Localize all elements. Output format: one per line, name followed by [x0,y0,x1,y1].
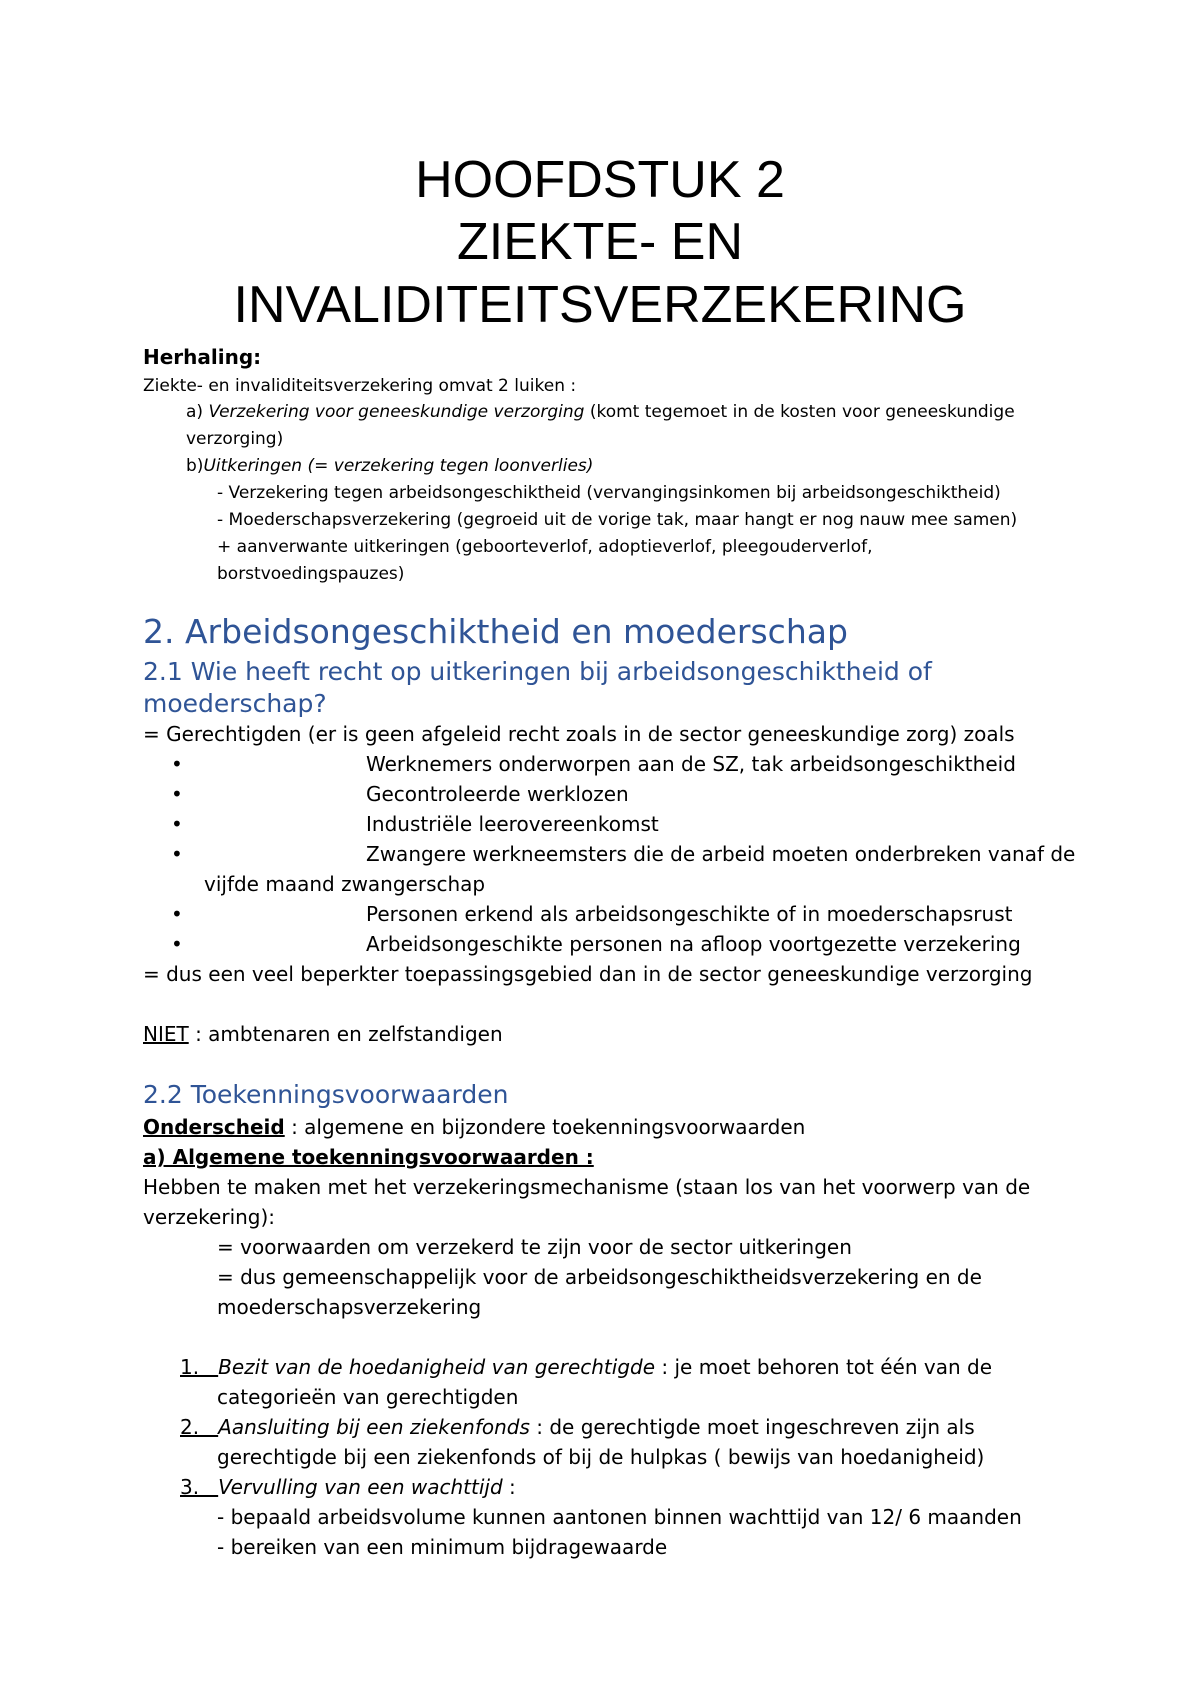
onderscheid-label: Onderscheid [143,1115,285,1139]
condition-2-title: Aansluiting bij een ziekenfonds [218,1415,530,1439]
herhaling-item-a-cont: verzorging) [186,429,284,449]
section-2-1-heading-line-1: 2.1 Wie heeft recht op uitkeringen bij arbeidsongeschiktheid of [143,657,932,686]
bullet-marker: • [171,842,183,866]
condition-3-title: Vervulling van een wachttijd [218,1475,503,1499]
bullet-item-2: Gecontroleerde werklozen [366,782,629,806]
section-2-heading: 2. Arbeidsongeschiktheid en moederschap [143,612,848,651]
herhaling-heading: Herhaling: [143,345,262,369]
herhaling-b-line-3: + aanverwante uitkeringen (geboorteverlof, adoptieverlof, pleegouderverlof, [217,537,873,557]
item-b-italic: Uitkeringen (= verzekering tegen loonverlies) [203,456,594,476]
condition-2-cont: gerechtigde bij een ziekenfonds of bij de hulpkas ( bewijs van hoedanigheid) [217,1445,985,1469]
bullet-item-1: Werknemers onderworpen aan de SZ, tak arbeidsongeschiktheid [366,752,1016,776]
section-2-1-heading-line-2: moederschap? [143,689,327,718]
bullet-item-6: Arbeidsongeschikte personen na afloop voortgezette verzekering [366,932,1021,956]
onderscheid-rest: : algemene en bijzondere toekenningsvoorwaarden [284,1115,806,1139]
niet-rest: : ambtenaren en zelfstandigen [188,1022,503,1046]
gerechtigden-intro: = Gerechtigden (er is geen afgeleid recht zoals in de sector geneeskundige zorg) zoals [143,722,1015,746]
section-2-2-heading: 2.2 Toekenningsvoorwaarden [143,1080,509,1109]
algemene-text-2: verzekering): [143,1205,276,1229]
conclusion-line: = dus een veel beperkter toepassingsgebied dan in de sector geneeskundige verzorging [143,962,1033,986]
condition-1-title: Bezit van de hoedanigheid van gerechtigde [218,1355,656,1379]
bullet-item-4: Zwangere werkneemsters die de arbeid moeten onderbreken vanaf de [366,842,1076,866]
bullet-marker: • [171,902,183,926]
herhaling-b-line-4: borstvoedingspauzes) [217,564,405,584]
bullet-marker: • [171,752,183,776]
item-a-italic: Verzekering voor geneeskundige verzorging [208,402,585,422]
condition-2-rest: : de gerechtigde moet ingeschreven zijn als [529,1415,975,1439]
herhaling-intro: Ziekte- en invaliditeitsverzekering omvat 2 luiken : [143,376,577,396]
item-a-prefix: a) [186,402,209,422]
bullet-marker: • [171,932,183,956]
condition-3-line-1: - bepaald arbeidsvolume kunnen aantonen binnen wachttijd van 12/ 6 maanden [217,1505,1022,1529]
title-line-1: HOOFDSTUK 2 [415,151,785,209]
title-line-2: ZIEKTE- EN [456,213,744,271]
condition-1-rest: : je moet behoren tot één van de [655,1355,993,1379]
herhaling-b-line-2: - Moederschapsverzekering (gegroeid uit de vorige tak, maar hangt er nog nauw mee samen) [217,510,1018,530]
algemene-eq-3: moederschapsverzekering [217,1295,482,1319]
condition-3-line-2: - bereiken van een minimum bijdragewaarde [217,1535,668,1559]
title-line-3: INVALIDITEITSVERZEKERING [233,276,967,334]
niet-label: NIET [143,1022,189,1046]
item-b-prefix: b) [186,456,204,476]
condition-3-number: 3. [180,1475,219,1499]
condition-3 [180,1475,516,1499]
onderscheid-line [143,1115,805,1139]
bullet-marker: • [171,812,183,836]
condition-2 [180,1415,975,1439]
bullet-item-3: Industriële leerovereenkomst [366,812,659,836]
herhaling-item-b [186,456,593,476]
item-a-rest: (komt tegemoet in de kosten voor geneeskundige [584,402,1015,422]
bullet-marker: • [171,782,183,806]
condition-3-rest: : [502,1475,516,1499]
condition-1-cont: categorieën van gerechtigden [217,1385,519,1409]
condition-1 [180,1355,992,1379]
herhaling-item-a [186,402,1015,422]
bullet-item-5: Personen erkend als arbeidsongeschikte of in moederschapsrust [366,902,1013,926]
algemene-eq-1: = voorwaarden om verzekerd te zijn voor de sector uitkeringen [217,1235,852,1259]
algemene-eq-2: = dus gemeenschappelijk voor de arbeidsongeschiktheidsverzekering en de [217,1265,982,1289]
algemene-heading: a) Algemene toekenningsvoorwaarden : [143,1145,594,1169]
condition-1-number: 1. [180,1355,219,1379]
algemene-text-1: Hebben te maken met het verzekeringsmechanisme (staan los van het voorwerp van de [143,1175,1031,1199]
niet-line [143,1022,503,1046]
bullet-item-4-cont: vijfde maand zwangerschap [204,872,486,896]
herhaling-b-line-1: - Verzekering tegen arbeidsongeschiktheid (vervangingsinkomen bij arbeidsongeschiktheid) [217,483,1001,503]
condition-2-number: 2. [180,1415,219,1439]
